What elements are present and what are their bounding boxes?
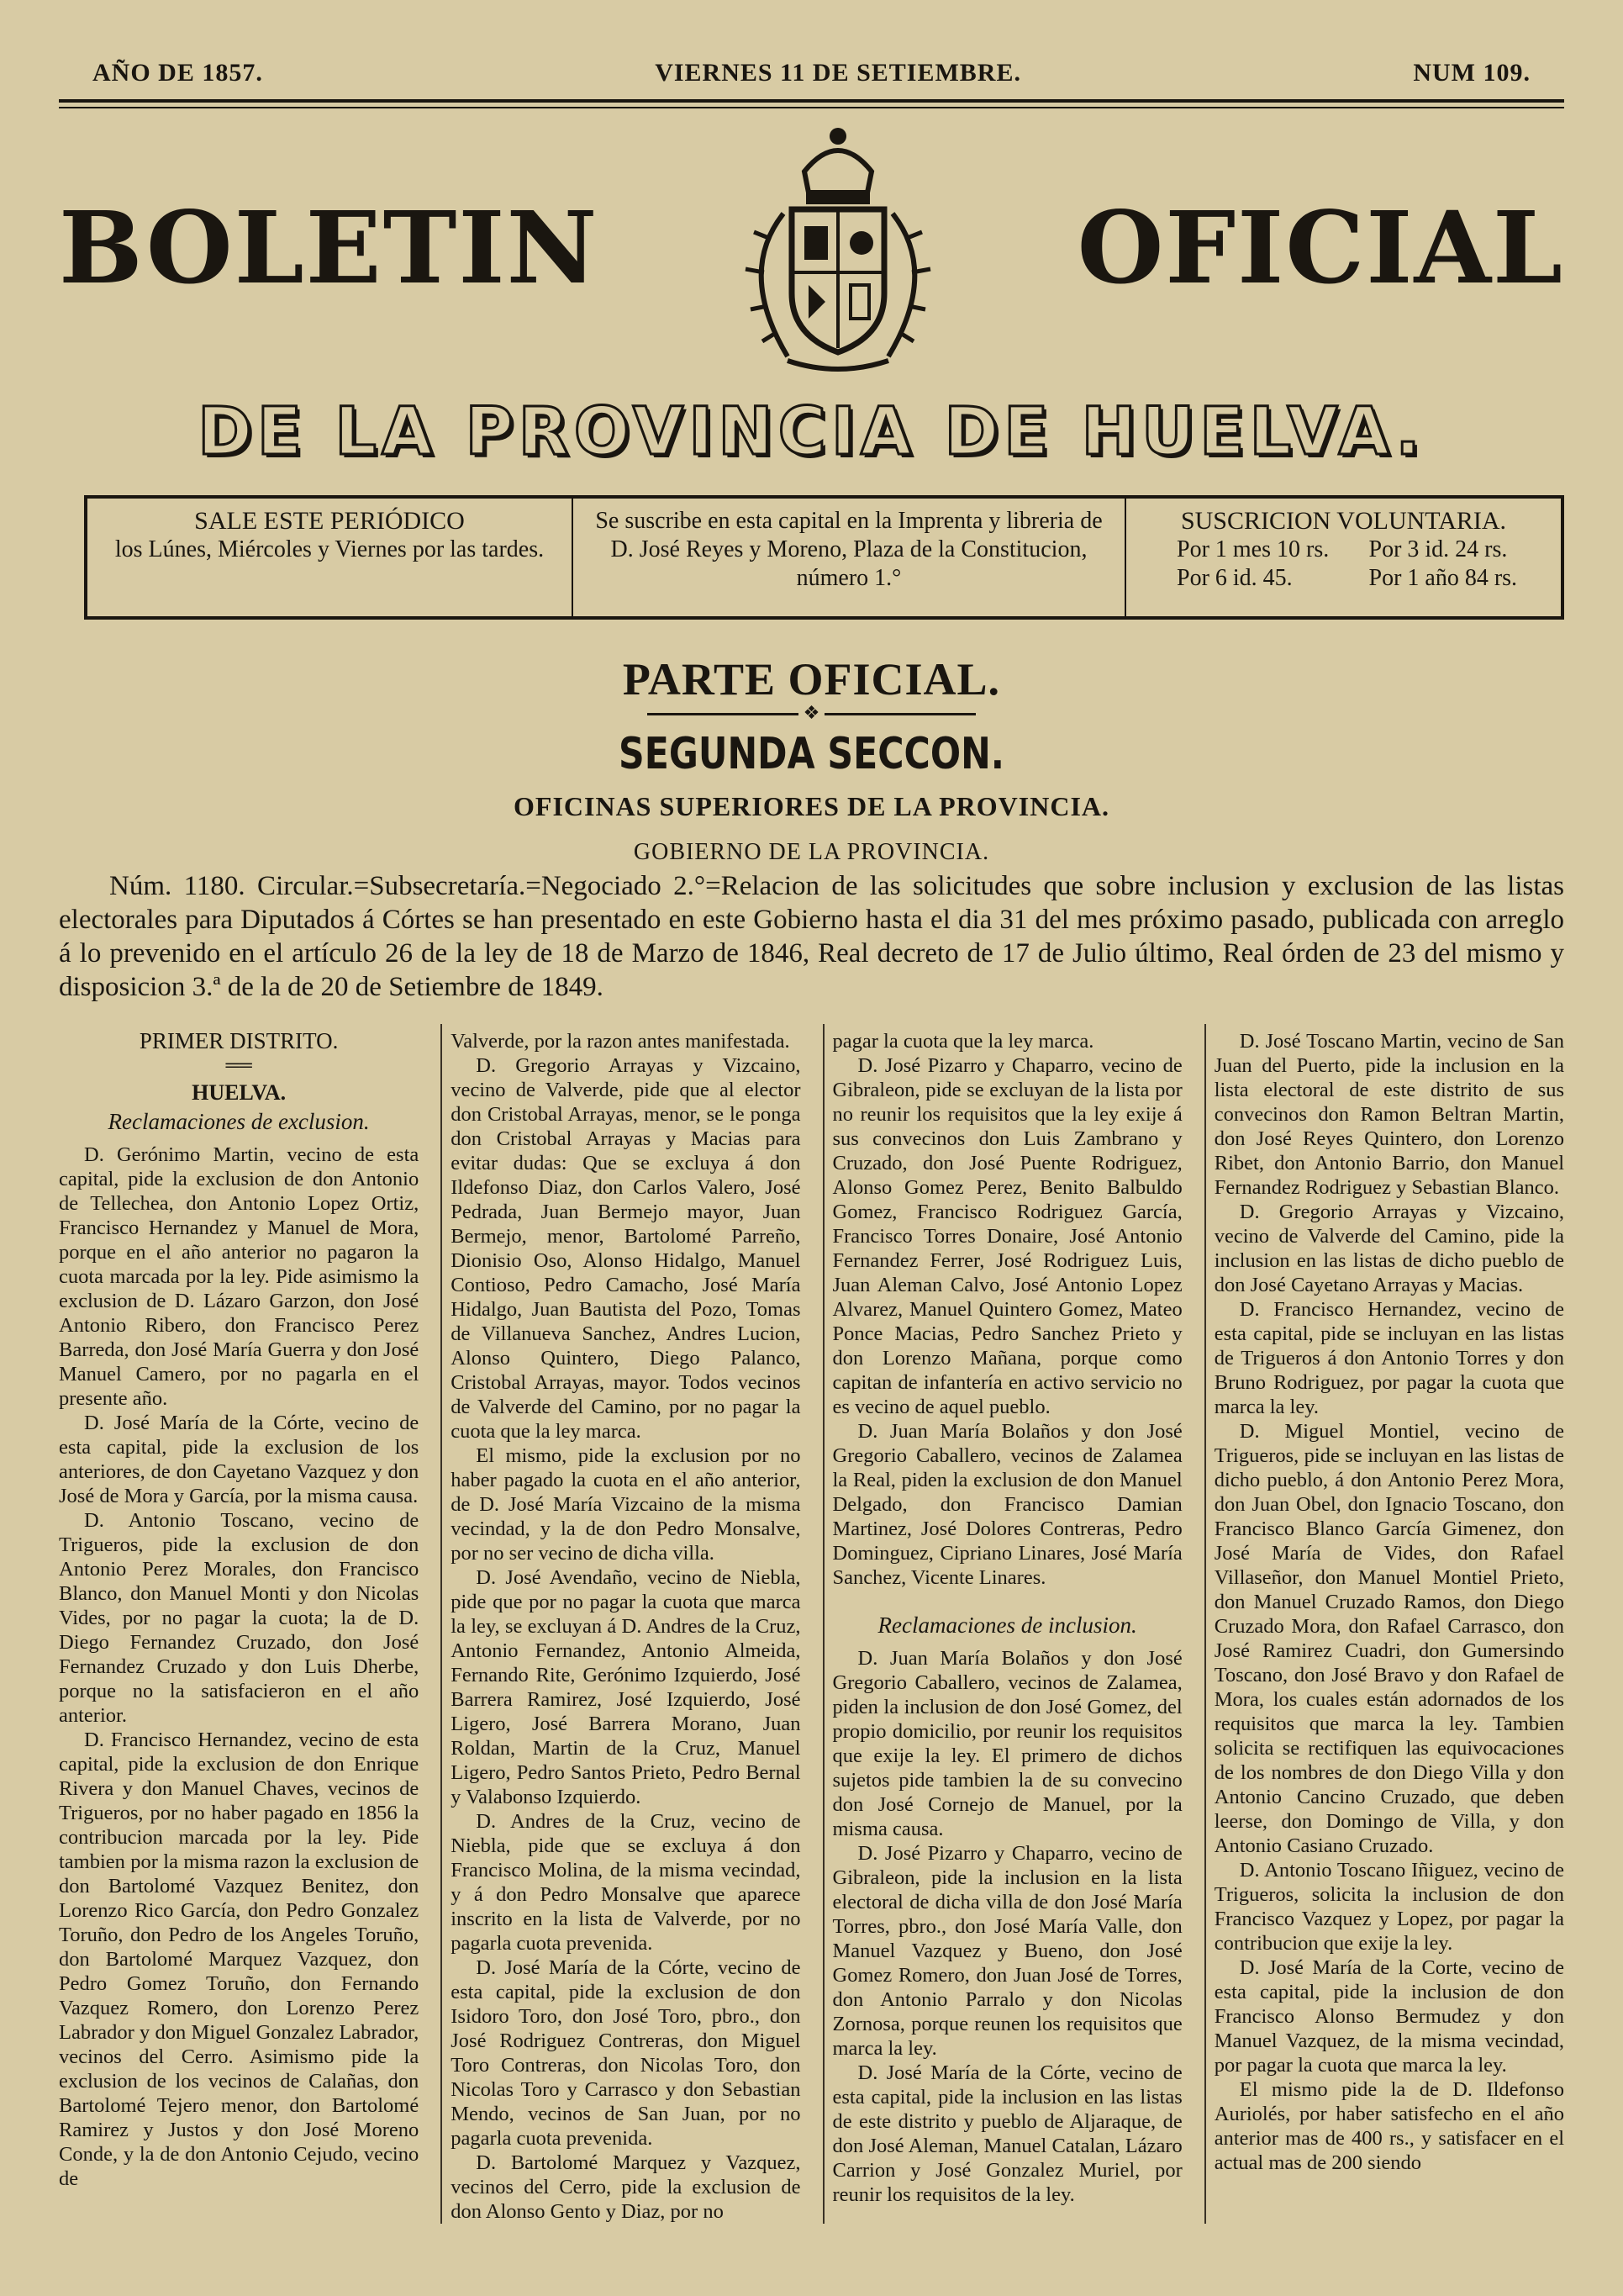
circular-intro: Núm. 1180. Circular.=Subsecretaría.=Negociado 2.°=Relacion de las solicitudes que sobre inclusion y exclusion de las listas electorales para Diputados á Córtes se han presentado en este Gobierno hasta el dia 31 del mes próximo pasado, publicada con arreglo á lo prevenido en el artículo 26 de la ley de 18 de Marzo de 1846, Real decreto de 17 de Julio último, Real órden de 23 del mismo y disposicion 3.ª de la de 20 de Setiembre de 1849. (59, 871, 1564, 1002)
dash-divider: ══ (225, 1054, 252, 1075)
paragraph: D. José María de la Córte, vecino de esta capital, pide la exclusion de los anteriores, de don Cayetano Vazquez y don José de Mora y García, por la misma causa. (59, 1412, 419, 1507)
column-1 (59, 1024, 419, 2224)
rates-heading: SUSCRICION VOLUNTARIA. (1180, 507, 1507, 535)
paragraph: D. Juan María Bolaños y don José Gregorio Caballero, vecinos de Zalamea, piden la inclusion de don José Gomez, del propio domicilio, por reunir los requisitos que exije la ley. El primero de dichos sujetos pide tambien la de su convecino don José Cornejo de Manuel, por la misma causa. (832, 1647, 1183, 1840)
top-rule (59, 99, 1564, 108)
paragraph: pagar la cuota que la ley marca. (832, 1030, 1094, 1053)
ornament-divider: ❖ (59, 702, 1564, 724)
paragraph: D. Juan María Bolaños y don José Gregorio Caballero, vecinos de Zalamea la Real, piden la exclusion de don Manuel Delgado, don Francisco Damian Martinez, José Dolores Contreras, Pedro Dominguez, Cipriano Linares, José María Sanchez, Vicente Linares. (832, 1420, 1183, 1589)
subscription-rates (1126, 499, 1564, 616)
paragraph: D. José Pizarro y Chaparro, vecino de Gibraleon, pide se excluyan de la lista por no reunir los requisitos que la ley exije á sus convecinos don Luis Zambrano y Cruzado, don José Puente Rodriguez, Alonso Gomez Perez, Benito Balbuldo Gomez, Francisco Rodriguez García, Francisco Torres Donaire, José Antonio Fernandez Ferrer, José Rodriguez Luis, Juan Aleman Calvo, José Antonio Lopez Alvarez, Manuel Quintero Gomez, Mateo Ponce Macias, Pedro Sanchez Prieto y don Lorenzo Mañana, porque como capitan de infantería en activo servicio no es vecino de aquel pueblo. (832, 1054, 1183, 1418)
paragraph: D. José Avendaño, vecino de Niebla, pide que por no pagar la cuota que marca la ley, se excluyan á D. Andres de la Cruz, Antonio Fernandez, Antonio Almeida, Fernando Rite, Gerónimo Izquierdo, José Barrera Ramirez, José Izquierdo, José Ligero, José Barrera Morano, Juan Roldan, Martin de la Cruz, Manuel Ligero, Pedro Santos Prieto, Pedro Bernal y Valabonso Izquierdo. (451, 1566, 801, 1808)
info-box (84, 495, 1564, 620)
schedule-text: los Lúnes, Miércoles y Viernes por las tardes. (114, 536, 545, 562)
district-heading: PRIMER DISTRITO. (139, 1028, 339, 1053)
paragraph: D. Miguel Montiel, vecino de Trigueros, pide se incluyan en las listas de dicho pueblo, á don Antonio Perez Mora, don Juan Obel, don Ignacio Toscano, don Francisco Blanco García Gimenez, don José María de Vides, don Rafael Villaseñor, don Manuel Montiel Prieto, don Manuel Cruzado Ramos, don Diego Cruzado Mora, don Rafael Carrasco, don José Ramirez Cuadri, don Gumersindo Toscano, don José Bravo y don Rafael de Mora, los cuales están adornados de los requisitos que marca la ley. Tambien solicita se rectifiquen las equivocaciones de los nombres de don Diego Villa y don Antonio Cancino Cruzado, que deben leerse, don Domingo de Villa, y don Antonio Casiano Cruzado. (1214, 1420, 1564, 1857)
column-4 (1204, 1024, 1564, 2224)
subscription-location (572, 499, 1126, 616)
paragraph: D. Francisco Hernandez, vecino de esta capital, pide se incluyan en las listas de Trigueros á don Antonio Torres y don Bruno Rodriguez, por pagar la cuota que marca la ley. (1214, 1298, 1564, 1418)
paragraph: D. Gregorio Arrayas y Vizcaino, vecino de Valverde del Camino, pide la inclusion en las listas de dicho pueblo de don José Cayetano Arrayas y Macias. (1214, 1201, 1564, 1296)
title-right: OFICIAL (1077, 188, 1564, 306)
rate-item: Por 6 id. 45. (1177, 565, 1293, 591)
title-left: BOLETIN (59, 188, 599, 306)
exclusion-heading: Reclamaciones de exclusion. (108, 1109, 370, 1134)
paragraph: D. José Pizarro y Chaparro, vecino de Gibraleon, pide la inclusion en la lista electoral de dicha villa de don José María Torres, pbro., don José María Valle, don Manuel Vazquez y Bueno, don José Gomez Romero, don Juan José de Torres, don Antonio Parralo y don Nicolas Zornosa, porque reunen los requisitos que marca la ley. (832, 1842, 1183, 2060)
publication-schedule (84, 499, 572, 616)
issue-date: VIERNES 11 DE SETIEMBRE. (655, 59, 1021, 87)
paragraph: Valverde, por la razon antes manifestada. (451, 1030, 790, 1053)
paragraph: D. Gregorio Arrayas y Vizcaino, vecino de Valverde, pide que al elector don Cristobal Arrayas, menor, se le ponga don Cristobal Arrayas y Macias para evitar dudas: Que se excluya á don Ildefonso Diaz, don Carlos Valero, José Pedrada, Juan Bermejo mayor, Juan Bermejo, menor, Bartolomé Parreño, Dionisio Oso, Alonso Hidalgo, Manuel Contioso, Pedro Camacho, José María Hidalgo, Juan Bautista del Pozo, Tomas de Villanueva Sanchez, Andres Lucion, Alonso Quintero, Diego Palanco, Cristobal Arrayas, mayor. Todos vecinos de Valverde del Camino, por no pagar la cuota que la ley marca. (451, 1054, 801, 1443)
government-heading: GOBIERNO DE LA PROVINCIA. (633, 839, 990, 865)
subscription-text: Se suscribe en esta capital en la Imprenta y libreria de D. José Reyes y Moreno, Plaza de la Constitucion, número 1.° (595, 508, 1103, 591)
paragraph: D. José Toscano Martin, vecino de San Juan del Puerto, pide la inclusion en la lista electoral de este distrito de sus convecinos don Ramon Beltran Martin, don José Reyes Quintero, don Lorenzo Ribet, don Antonio Barrio, don Manuel Fernandez Rodriguez y Sebastian Blanco. (1214, 1030, 1564, 1199)
issue-number: NUM 109. (1413, 59, 1531, 87)
subtitle: DE LA PROVINCIA DE HUELVA. (198, 394, 1425, 470)
coat-of-arms-icon (712, 113, 964, 382)
paragraph: D. Antonio Toscano, vecino de Trigueros, pide la exclusion de don Antonio Perez Morales, don Francisco Blanco, don Manuel Monti y don Nicolas Vides, por no pagar la cuota; la de D. Diego Fernandez Cruzado, don José Fernandez Cruzado y don Luis Dherbe, porque no la satisfacieron en el año anterior. (59, 1509, 419, 1727)
rate-item: Por 3 id. 24 rs. (1368, 536, 1508, 562)
rate-item: Por 1 mes 10 rs. (1177, 536, 1330, 562)
article-columns (59, 1024, 1564, 2224)
section-title: PARTE OFICIAL. (622, 654, 1001, 705)
masthead (59, 108, 1564, 386)
paragraph: D. Antonio Toscano Iñiguez, vecino de Trigueros, solicita la inclusion de don Francisco Vazquez y Lopez, por pagar la contribucion que exije la ley. (1214, 1859, 1564, 1955)
paragraph: D. Francisco Hernandez, vecino de esta capital, pide la exclusion de don Enrique Rivera y don Manuel Chaves, vecinos de Trigueros, por no haber pagado en 1856 la contribucion marcada por la ley. Pide tambien por la misma razon la exclusion de don Bartolomé Vazquez Benitez, don Lorenzo Rico García, don Pedro Gonzalez Toruño, don Pedro de los Angeles Toruño, don Bartolomé Marquez Vazquez, don Pedro Gomez Toruño, don Fernando Vazquez Romero, don Lorenzo Perez Labrador y don Miguel Gonzalez Labrador, vecinos del Cerro. Asimismo pide la exclusion de los vecinos de Calañas, don Bartolomé Tejero menor, don Bartolomé Ramirez y Justos y don José Moreno Conde, y la de don Antonio Cejudo, vecino de (59, 1729, 419, 2190)
issue-year: AÑO DE 1857. (92, 59, 263, 87)
issue-line (59, 59, 1564, 87)
paragraph: D. José María de la Córte, vecino de esta capital, pide la inclusion en las listas de este distrito y pueblo de Aljaraque, de don José Aleman, Manuel Catalan, Lázaro Carrion y José Gonzalez Muriel, por reunir los requisitos de la ley. (832, 2061, 1183, 2206)
city-heading: HUELVA. (192, 1080, 287, 1105)
paragraph: D. José María de la Córte, vecino de esta capital, pide la exclusion de don Isidoro Toro, don José Toro, pbro., don José Rodriguez Contreras, don Miguel Toro Contreras, don Nicolas Toro, don Nicolas Toro y Carrasco y don Sebastian Mendo, vecinos de San Juan, por no pagarla cuota prevenida. (451, 1956, 801, 2150)
section-subtitle: SEGUNDA SECCON. (619, 729, 1004, 779)
paragraph: El mismo, pide la exclusion por no haber pagado la cuota en el año anterior, de D. José María Vizcaino de la misma vecindad, y la de don Pedro Monsalve, por no ser vecino de dicha villa. (451, 1444, 801, 1565)
inclusion-heading: Reclamaciones de inclusion. (877, 1612, 1137, 1638)
rates-grid (1143, 536, 1544, 593)
paragraph: El mismo pide la de D. Ildefonso Auriolés, por haber satisfecho en el año anterior mas de 400 rs., y satisfacer en el actual mas de 200 siendo (1214, 2078, 1564, 2174)
schedule-heading: SALE ESTE PERIÓDICO (194, 507, 465, 535)
column-3 (823, 1024, 1183, 2224)
rate-item: Por 1 año 84 rs. (1368, 565, 1518, 591)
paragraph: D. José María de la Corte, vecino de esta capital, pide la inclusion de don Francisco Alonso Bermudez y don Manuel Vazquez, de la misma vecindad, por pagar la cuota que marca la ley. (1214, 1956, 1564, 2077)
paragraph: D. Bartolomé Marquez y Vazquez, vecinos del Cerro, pide la exclusion de don Alonso Gento y Diaz, por no (451, 2151, 801, 2223)
column-2 (440, 1024, 800, 2224)
paragraph: D. Gerónimo Martin, vecino de esta capital, pide la exclusion de don Antonio de Tellechea, don Antonio Lopez Ortiz, Francisco Hernandez y Manuel de Mora, porque en el año anterior no pagaron la cuota marcada por la ley. Pide asimismo la exclusion de D. Lázaro Garzon, don José Antonio Ribero, don Francisco Perez Barreda, don José María Guerra y don José Manuel Camero, por no pagarla en el presente año. (59, 1143, 419, 1410)
paragraph: D. Andres de la Cruz, vecino de Niebla, pide que se excluya á don Francisco Molina, de la misma vecindad, y á don Pedro Monsalve que aparece inscrito en la lista de Valverde, por no pagarla cuota prevenida. (451, 1810, 801, 1955)
offices-heading: OFICINAS SUPERIORES DE LA PROVINCIA. (514, 791, 1109, 821)
